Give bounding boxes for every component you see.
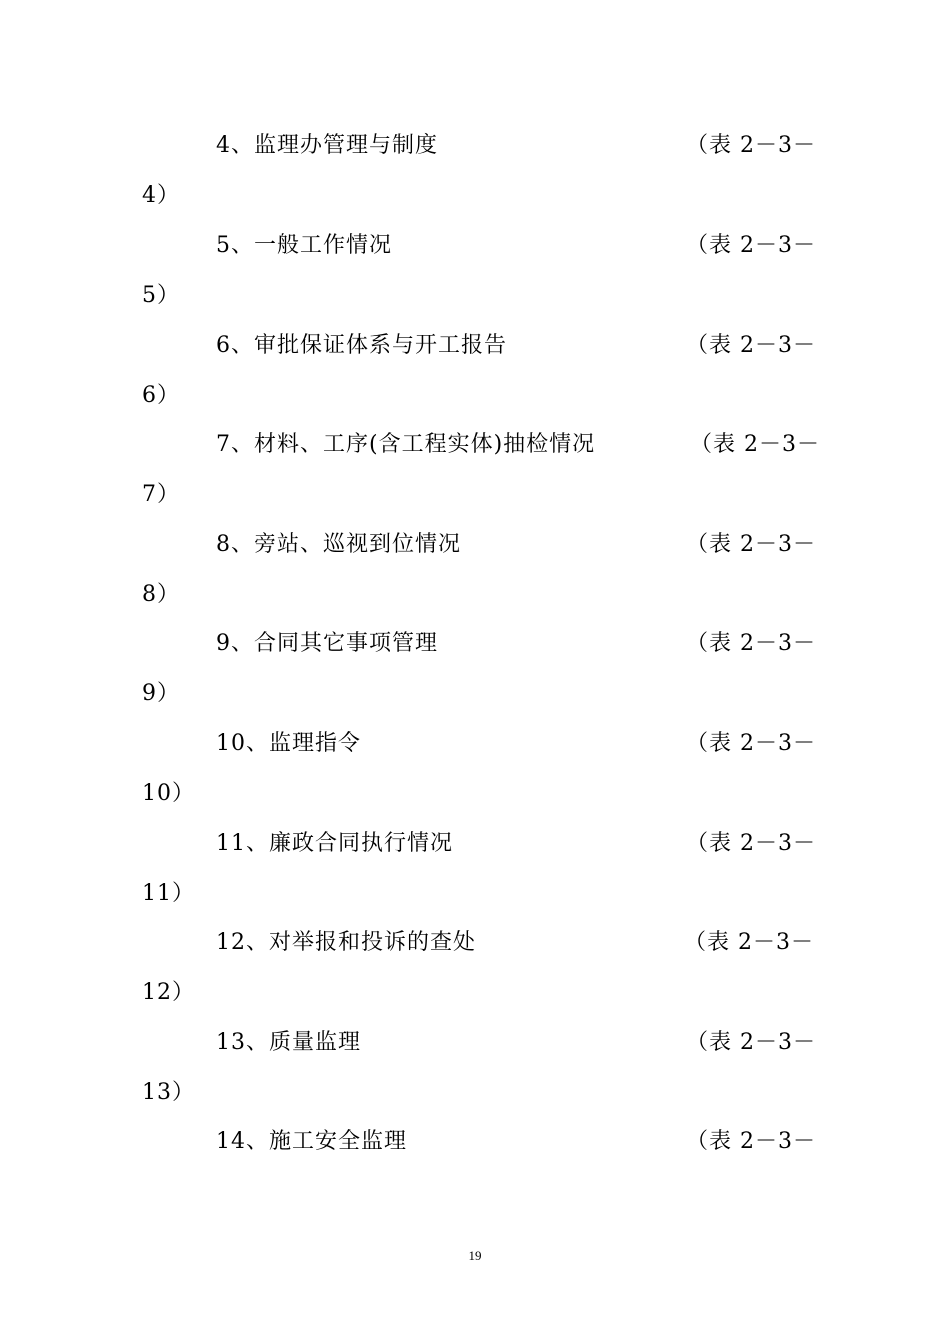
entry-table-ref-continuation: 12） — [142, 980, 195, 1005]
entry-table-ref-continuation: 6） — [142, 383, 180, 408]
entry-table-ref-continuation: 9） — [142, 681, 180, 706]
entry-title: 12、对举报和投诉的查处 — [216, 930, 476, 955]
entry-table-ref: （表 2－3－ — [686, 631, 816, 656]
entry-table-ref: （表 2－3－ — [686, 532, 816, 557]
entry-table-ref-continuation: 5） — [142, 283, 180, 308]
entry-title: 5、一般工作情况 — [216, 233, 392, 258]
entry-table-ref-continuation: 13） — [142, 1080, 195, 1105]
toc-entry-10 — [0, 729, 950, 829]
entry-title: 11、廉政合同执行情况 — [216, 831, 453, 856]
toc-entry-12 — [0, 928, 950, 1028]
entry-table-ref: （表 2－3－ — [686, 333, 816, 358]
entry-table-ref-continuation: 11） — [142, 881, 195, 906]
entry-table-ref: （表 2－3－ — [686, 1030, 816, 1055]
toc-entry-5 — [0, 231, 950, 331]
page-number: 19 — [468, 1248, 482, 1263]
toc-entry-13 — [0, 1028, 950, 1128]
entry-title: 7、材料、工序(含工程实体)抽检情况 — [216, 432, 596, 457]
entry-table-ref-continuation: 4） — [142, 183, 180, 208]
toc-entry-14 — [0, 1127, 950, 1227]
entry-table-ref: （表 2－3－ — [686, 1129, 816, 1154]
entry-table-ref: （表 2－3－ — [684, 930, 814, 955]
entry-title: 9、合同其它事项管理 — [216, 631, 438, 656]
entry-title: 10、监理指令 — [216, 731, 361, 756]
entry-table-ref: （表 2－3－ — [690, 432, 820, 457]
entry-table-ref: （表 2－3－ — [686, 831, 816, 856]
entry-table-ref-continuation: 7） — [142, 482, 180, 507]
entry-table-ref-continuation: 10） — [142, 781, 195, 806]
entry-title: 14、施工安全监理 — [216, 1129, 407, 1154]
toc-entry-9 — [0, 629, 950, 729]
toc-entry-6 — [0, 331, 950, 431]
entry-title: 13、质量监理 — [216, 1030, 361, 1055]
toc-entry-11 — [0, 829, 950, 929]
toc-entry-8 — [0, 530, 950, 630]
entry-table-ref: （表 2－3－ — [686, 133, 816, 158]
entry-title: 8、旁站、巡视到位情况 — [216, 532, 461, 557]
toc-entry-4 — [0, 131, 950, 231]
toc-entry-7 — [0, 430, 950, 530]
entry-title: 4、监理办管理与制度 — [216, 133, 438, 158]
entry-title: 6、审批保证体系与开工报告 — [216, 333, 507, 358]
entry-table-ref: （表 2－3－ — [686, 233, 816, 258]
entry-table-ref-continuation: 8） — [142, 582, 180, 607]
entry-table-ref: （表 2－3－ — [686, 731, 816, 756]
